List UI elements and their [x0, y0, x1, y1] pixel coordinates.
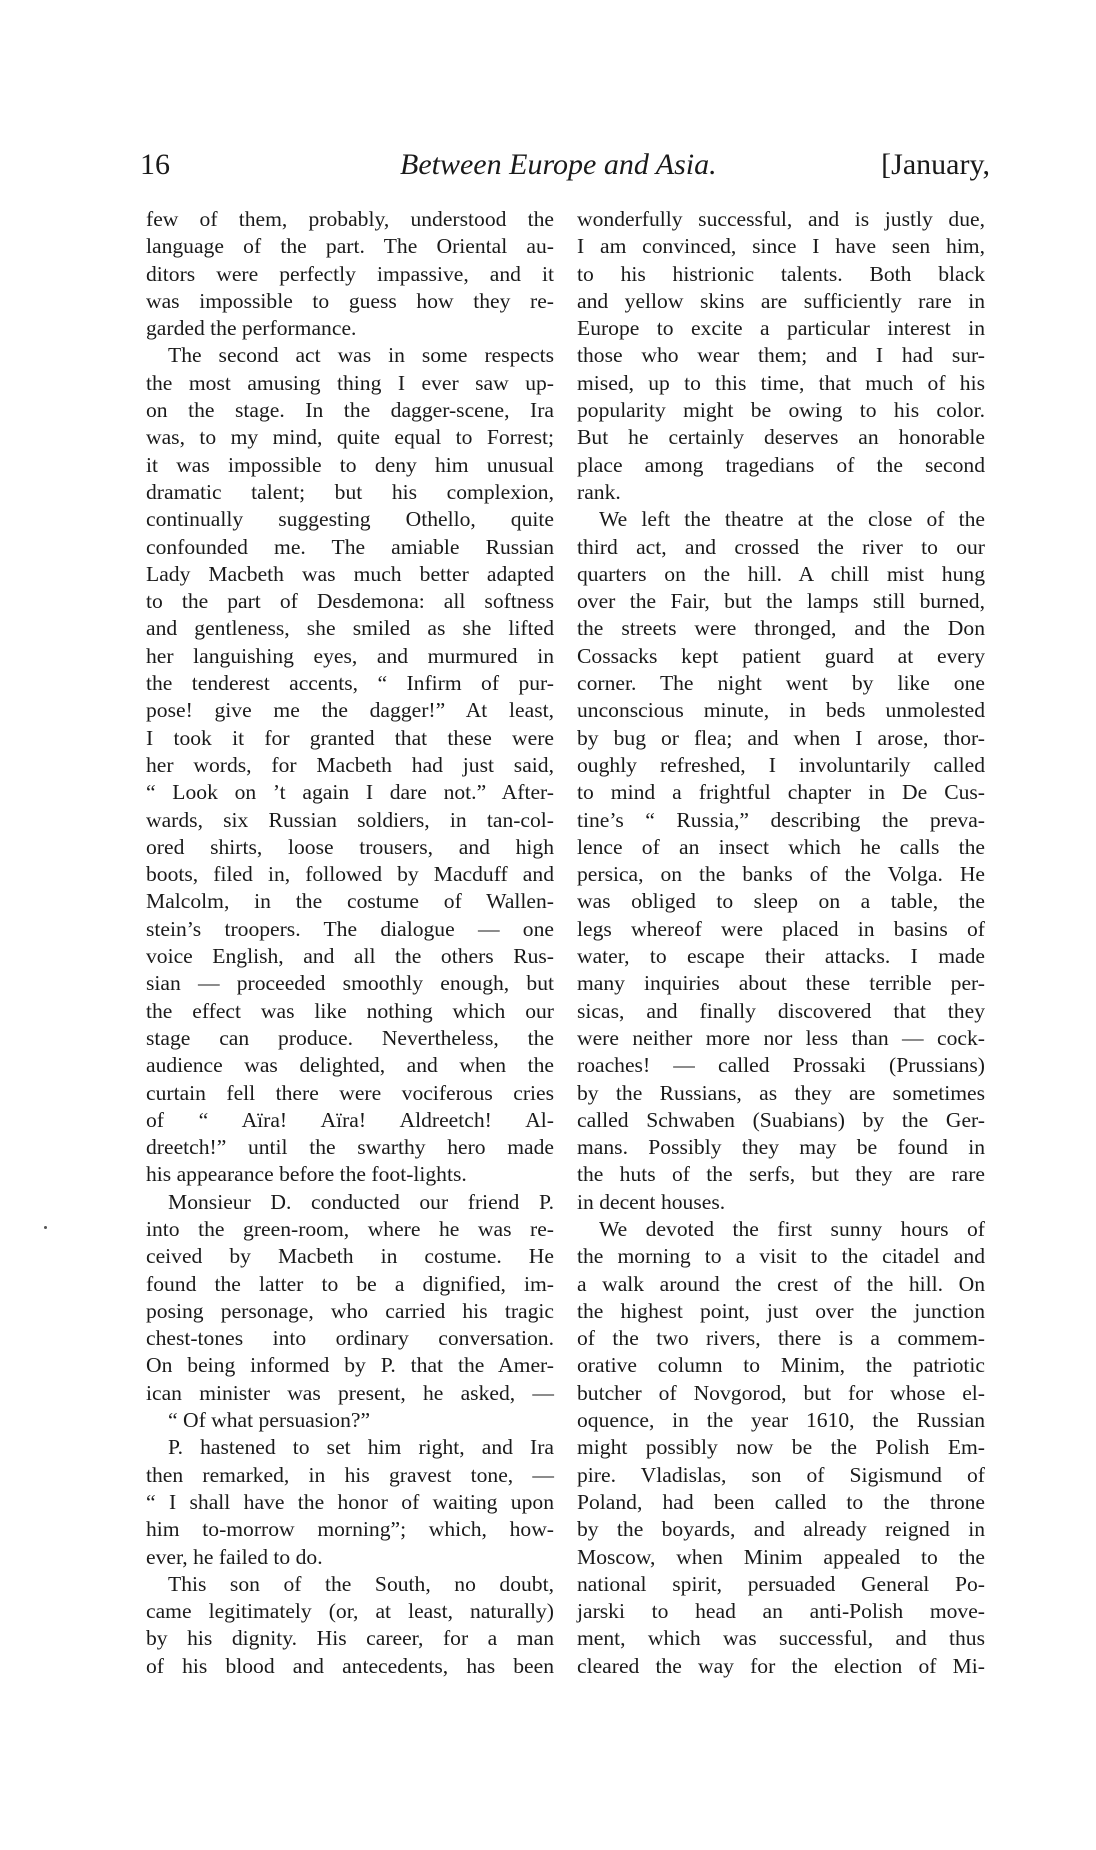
text-line: then remarked, in his gravest tone, —: [146, 1462, 554, 1487]
text-line: oughly refreshed, I involuntarily called: [577, 752, 985, 777]
text-line: third act, and crossed the river to our: [577, 534, 985, 559]
text-line: stage can produce. Nevertheless, the: [146, 1025, 554, 1050]
left-text-column: [146, 206, 554, 1680]
text-line: by bug or flea; and when I arose, thor-: [577, 725, 985, 750]
text-line: was, to my mind, quite equal to Forrest;: [146, 425, 554, 450]
text-line: sicas, and finally discovered that they: [577, 998, 985, 1023]
text-line: I am convinced, since I have seen him,: [577, 234, 985, 259]
text-line: pose! give me the dagger!” At least,: [146, 698, 554, 723]
running-title: Between Europe and Asia.: [400, 148, 717, 181]
text-line: in decent houses.: [577, 1189, 726, 1214]
text-line: P. hastened to set him right, and Ira: [168, 1435, 554, 1460]
text-line: on the stage. In the dagger-scene, Ira: [146, 398, 554, 423]
text-line: language of the part. The Oriental au-: [146, 234, 554, 259]
text-line: called Schwaben (Suabians) by the Ger-: [577, 1107, 985, 1132]
text-line: unconscious minute, in beds unmolested: [577, 698, 985, 723]
text-line: dramatic talent; but his complexion,: [146, 479, 554, 504]
text-line: posing personage, who carried his tragic: [146, 1298, 554, 1323]
text-line: the tenderest accents, “ Infirm of pur-: [146, 671, 554, 696]
text-line: him to-morrow morning”; which, how-: [146, 1517, 554, 1542]
text-line: audience was delighted, and when the: [146, 1053, 554, 1078]
text-line: oquence, in the year 1610, the Russian: [577, 1408, 985, 1433]
text-line: and gentleness, she smiled as she lifted: [146, 616, 554, 641]
text-line: sian — proceeded smoothly enough, but: [146, 971, 554, 996]
text-line: was impossible to guess how they re-: [146, 288, 554, 313]
right-text-column: [577, 206, 985, 1680]
text-line: and yellow skins are sufficiently rare in: [577, 288, 985, 313]
text-line: Malcolm, in the costume of Wallen-: [146, 889, 554, 914]
text-line: to the part of Desdemona: all softness: [146, 589, 554, 614]
text-line: pire. Vladislas, son of Sigismund of: [577, 1462, 985, 1487]
text-line: We devoted the first sunny hours of: [599, 1216, 985, 1241]
text-line: butcher of Novgorod, but for whose el-: [577, 1380, 985, 1405]
text-line: by the Russians, as they are sometimes: [577, 1080, 985, 1105]
text-line: the most amusing thing I ever saw up-: [146, 370, 554, 395]
text-line: over the Fair, but the lamps still burned,: [577, 589, 985, 614]
text-line: Lady Macbeth was much better adapted: [146, 561, 554, 586]
text-line: Moscow, when Minim appealed to the: [577, 1544, 985, 1569]
text-line: cleared the way for the election of Mi-: [577, 1653, 985, 1678]
text-line: chest-tones into ordinary conversation.: [146, 1326, 554, 1351]
text-line: into the green-room, where he was re-: [146, 1216, 554, 1241]
text-line: tine’s “ Russia,” describing the preva-: [577, 807, 985, 832]
text-line: wards, six Russian soldiers, in tan-col-: [146, 807, 554, 832]
text-line: her languishing eyes, and murmured in: [146, 643, 554, 668]
text-line: Poland, had been called to the throne: [577, 1489, 985, 1514]
text-line: by the boyards, and already reigned in: [577, 1517, 985, 1542]
text-line: mised, up to this time, that much of his: [577, 370, 985, 395]
text-line: the effect was like nothing which our: [146, 998, 554, 1023]
text-line: This son of the South, no doubt,: [168, 1571, 554, 1596]
text-line: ditors were perfectly impassive, and it: [146, 261, 554, 286]
text-line: to his histrionic talents. Both black: [577, 261, 985, 286]
text-line: his appearance before the foot-lights.: [146, 1162, 467, 1187]
text-line: of the two rivers, there is a commem-: [577, 1326, 985, 1351]
text-line: to mind a frightful chapter in De Cus-: [577, 780, 985, 805]
text-line: came legitimately (or, at least, naturally): [146, 1599, 554, 1624]
text-line: ceived by Macbeth in costume. He: [146, 1244, 554, 1269]
text-line: ican minister was present, he asked, —: [146, 1380, 554, 1405]
text-line: a walk around the crest of the hill. On: [577, 1271, 985, 1296]
text-line: of his blood and antecedents, has been: [146, 1653, 554, 1678]
text-line: boots, filed in, followed by Macduff and: [146, 862, 554, 887]
text-line: curtain fell there were vociferous cries: [146, 1080, 554, 1105]
text-line: stein’s troopers. The dialogue — one: [146, 916, 554, 941]
page-number: 16: [140, 148, 170, 181]
text-line: popularity might be owing to his color.: [577, 398, 985, 423]
text-line: of “ Aïra! Aïra! Aldreetch! Al-: [146, 1107, 554, 1132]
text-line: the morning to a visit to the citadel and: [577, 1244, 985, 1269]
text-line: the highest point, just over the junction: [577, 1298, 985, 1323]
text-line: lence of an insect which he calls the: [577, 834, 985, 859]
text-line: ored shirts, loose trousers, and high: [146, 834, 554, 859]
text-line: many inquiries about these terrible per-: [577, 971, 985, 996]
text-line: persica, on the banks of the Volga. He: [577, 862, 985, 887]
text-line: by his dignity. His career, for a man: [146, 1626, 554, 1651]
text-line: Monsieur D. conducted our friend P.: [168, 1189, 554, 1214]
text-line: The second act was in some respects: [168, 343, 554, 368]
text-line: dreetch!” until the swarthy hero made: [146, 1135, 554, 1160]
text-line: was obliged to sleep on a table, the: [577, 889, 985, 914]
text-line: We left the theatre at the close of the: [599, 507, 985, 532]
text-line: the streets were thronged, and the Don: [577, 616, 985, 641]
text-line: “ Of what persuasion?”: [168, 1408, 371, 1433]
text-line: the huts of the serfs, but they are rare: [577, 1162, 985, 1187]
running-header: [140, 148, 990, 198]
text-line: few of them, probably, understood the: [146, 207, 554, 231]
text-line: Europe to excite a particular interest in: [577, 316, 985, 341]
text-line: ever, he failed to do.: [146, 1544, 323, 1569]
text-line: water, to escape their attacks. I made: [577, 944, 985, 969]
text-line: confounded me. The amiable Russian: [146, 534, 554, 559]
scan-speck: [44, 1226, 47, 1229]
text-line: corner. The night went by like one: [577, 671, 985, 696]
text-line: rank.: [577, 479, 621, 504]
text-line: On being informed by P. that the Amer-: [146, 1353, 554, 1378]
text-line: roaches! — called Prossaki (Prussians): [577, 1053, 985, 1078]
text-line: “ I shall have the honor of waiting upon: [146, 1489, 554, 1514]
text-line: quarters on the hill. A chill mist hung: [577, 561, 985, 586]
text-line: wonderfully successful, and is justly due,: [577, 207, 985, 231]
text-line: voice English, and all the others Rus-: [146, 944, 554, 969]
text-line: jarski to head an anti-Polish move-: [577, 1599, 985, 1624]
text-line: those who wear them; and I had sur-: [577, 343, 985, 368]
text-line: legs whereof were placed in basins of: [577, 916, 985, 941]
text-line: place among tragedians of the second: [577, 452, 985, 477]
text-line: I took it for granted that these were: [146, 725, 554, 750]
text-line: national spirit, persuaded General Po-: [577, 1571, 985, 1596]
text-line: orative column to Minim, the patriotic: [577, 1353, 985, 1378]
text-line: ment, which was successful, and thus: [577, 1626, 985, 1651]
text-line: it was impossible to deny him unusual: [146, 452, 554, 477]
text-line: “ Look on ’t again I dare not.” After-: [146, 780, 554, 805]
text-line: were neither more nor less than — cock-: [577, 1025, 985, 1050]
text-line: continually suggesting Othello, quite: [146, 507, 554, 532]
issue-month: [January,: [881, 148, 990, 181]
text-line: Cossacks kept patient guard at every: [577, 643, 985, 668]
text-line: mans. Possibly they may be found in: [577, 1135, 985, 1160]
text-line: might possibly now be the Polish Em-: [577, 1435, 985, 1460]
text-line: garded the performance.: [146, 316, 357, 341]
text-line: her words, for Macbeth had just said,: [146, 752, 554, 777]
text-line: found the latter to be a dignified, im-: [146, 1271, 554, 1296]
text-line: But he certainly deserves an honorable: [577, 425, 985, 450]
